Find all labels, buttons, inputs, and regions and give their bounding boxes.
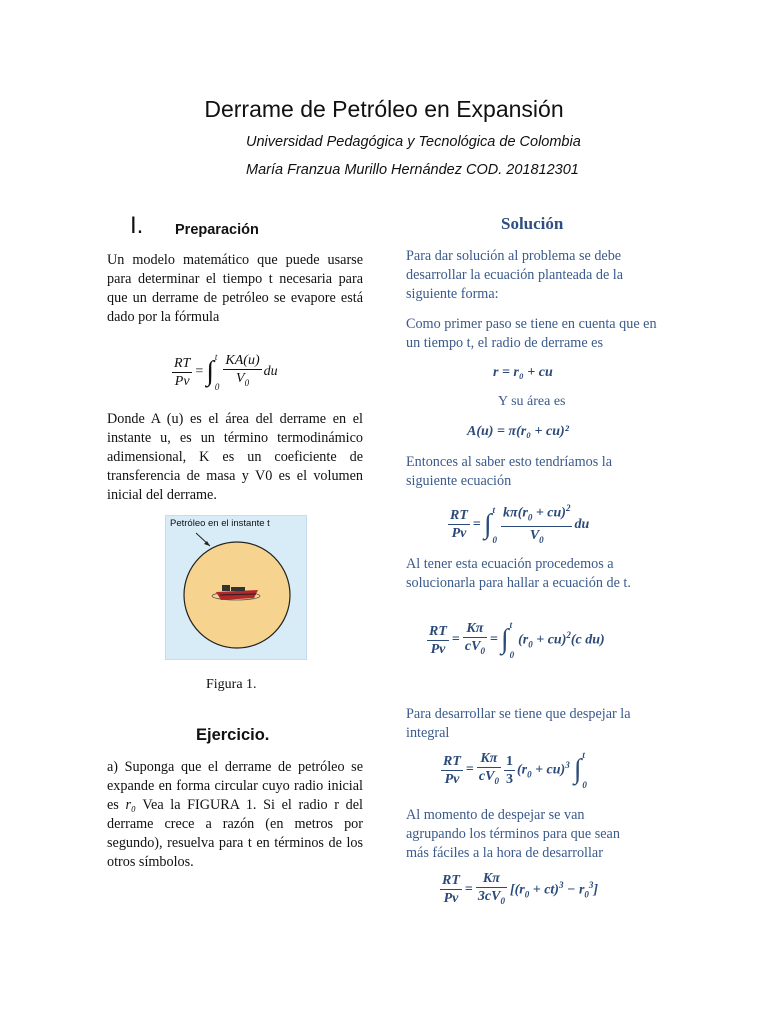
description-paragraph: Donde A (u) es el área del derrame en el instante u, es un término termodinámico adimensional, K es un coeficiente de transferencia de masa y V0 es el volumen inicial del derrame. xyxy=(107,411,363,503)
author-line: María Franzua Murillo Hernández COD. 201812301 xyxy=(246,162,579,178)
solution-p1: Para dar solución al problema se debe desarrollar la ecuación planteada de la siguiente forma: xyxy=(406,248,624,302)
eq-integral-1: $\frac{RT}{Pv}$ = ∫ t 0 $\frac{k\pi(r_0 + cu)^2}{V_0}$ du xyxy=(448,500,589,549)
eq-radius: r = r₀ + cu xyxy=(493,365,553,380)
solution-p5: Para desarrollar se tiene que despejar la integral xyxy=(406,706,631,741)
eq-area: A(u) = π(r₀ + cu)² xyxy=(467,424,569,439)
exercise-title: Ejercicio. xyxy=(196,726,270,744)
figure-oil-spill xyxy=(165,515,307,660)
exercise-text-2: Vea la FIGURA 1. Si el radio r del derrame crece a razón (en metros por segundo), resuelva para t en términos de los otros símbolos. xyxy=(107,797,364,870)
exercise-paragraph xyxy=(107,758,363,872)
university-name: Universidad Pedagógica y Tecnológica de Colombia xyxy=(246,134,581,150)
solution-p6: Al momento de despejar se van agrupando los términos para que sean más fáciles a la hora de desarrollar xyxy=(406,807,620,861)
intro-paragraph: Un modelo matemático que puede usarse para determinar el tiempo t necesaria para que un derrame de petróleo se evapore está dado por la fórmula xyxy=(107,252,363,325)
solution-p2: Como primer paso se tiene en cuenta que en un tiempo t, el radio de derrame es xyxy=(406,316,657,351)
page-title: Derrame de Petróleo en Expansión xyxy=(204,96,564,122)
section-title: Preparación xyxy=(175,222,259,238)
figure-caption: Figura 1. xyxy=(206,677,257,692)
solution-title: Solución xyxy=(501,214,564,233)
exercise-text-1: a) Suponga que el derrame de petróleo se expande en forma circular cuyo radio inicial es xyxy=(107,759,363,813)
eq-final: $\frac{RT}{Pv}$ = $\frac{K\pi}{3cV_0}$ $[(r_0 + ct)^3 - r_0^3]$ xyxy=(442,871,599,907)
solution-p3: Entonces al saber esto tendríamos la siguiente ecuación xyxy=(406,454,613,489)
eq-integral-2: $\frac{RT}{Pv}$ = $\frac{K\pi}{cV_0}$ = ∫ t 0 $(r_0 + cu)^2(c$ du) xyxy=(429,620,605,660)
solution-p4: Al tener esta ecuación procedemos a solucionarla para hallar a ecuación de t. xyxy=(406,556,631,591)
main-formula: $\frac{RT}{Pv}$ = ∫ t 0 $\frac{KA(u)}{V_0}$ du xyxy=(174,352,278,392)
eq-integral-3: $\frac{RT}{Pv}$ = $\frac{K\pi}{cV_0}$ $\frac{1}{3}$ $(r_0 + cu)^3$ ∫ t 0 xyxy=(443,750,587,790)
section-numeral: I. xyxy=(130,212,144,239)
exercise-r0: r₀ xyxy=(125,797,136,813)
area-label: Y su área es xyxy=(498,394,566,409)
figure-label: Petróleo en el instante t xyxy=(170,518,270,529)
